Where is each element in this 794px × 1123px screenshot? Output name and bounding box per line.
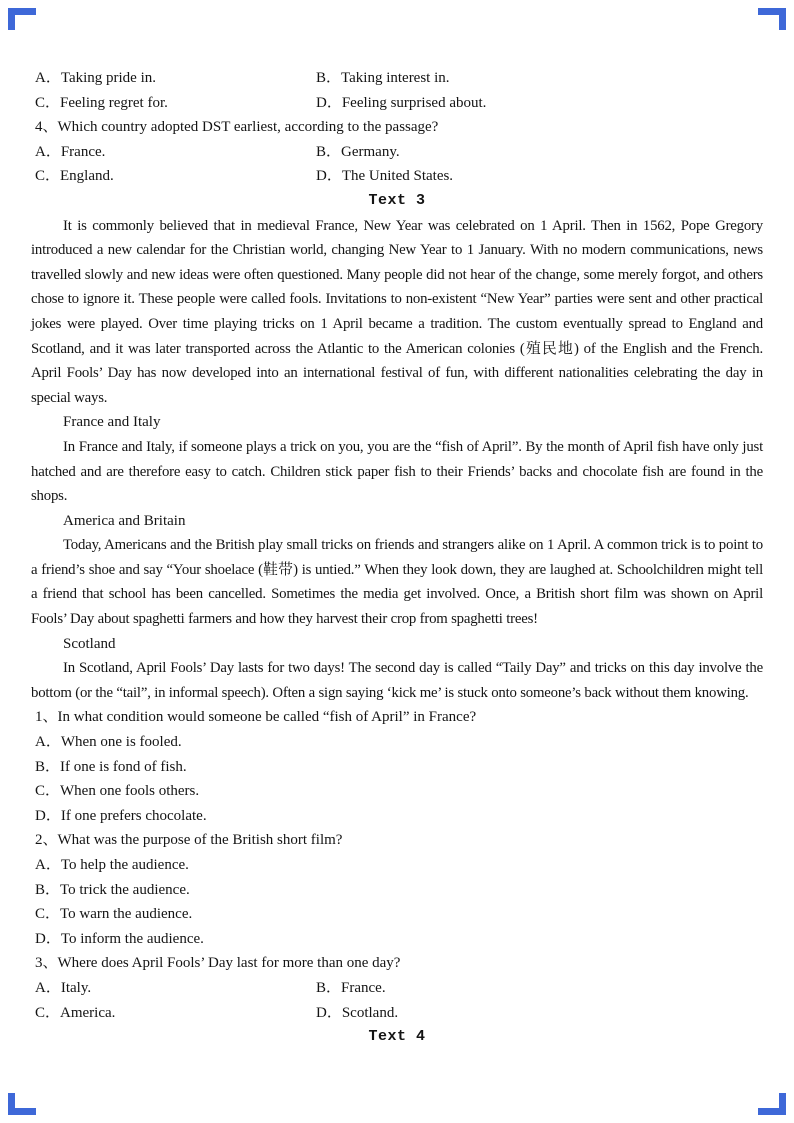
option-d: D．The United States. (316, 168, 454, 185)
section-heading-america-britain: America and Britain (63, 512, 186, 529)
option-c: C．England. (35, 168, 114, 185)
question-4: 4、Which country adopted DST earliest, according to the passage? (35, 119, 439, 136)
corner-mark-top-left-icon (8, 8, 36, 30)
question-3-option-row (31, 976, 763, 1001)
option-a: A．Taking pride in. (35, 70, 157, 86)
question-2-option-b: B．To trick the audience. (35, 881, 190, 898)
option-b: B．Germany. (316, 143, 400, 160)
question-2-option-d: D．To inform the audience. (35, 930, 204, 947)
document-content (31, 66, 763, 1050)
option-a: A．Italy. (35, 979, 92, 996)
question-1: 1、In what condition would someone be called “fish of April” in France? (35, 709, 477, 726)
option-c: C．America. (35, 1004, 116, 1021)
option-b: B．Taking interest in. (316, 70, 450, 86)
question-3-option-row (31, 1001, 763, 1026)
option-c: C．Feeling regret for. (35, 94, 168, 111)
text4-title: Text 4 (368, 1028, 426, 1046)
option-d: D．Feeling surprised about. (316, 94, 487, 111)
question-1-option-c: C．When one fools others. (35, 783, 200, 800)
section-paragraph-america-britain: Today, Americans and the British play small tricks on friends and strangers alike on 1 April. A common trick is to point to a friend’s shoe and say “Your shoelace (鞋带) is untied.” When they look down, they are laughed at. Schoolchildren might tell a friend that school has been cancelled. Sometimes the media get involved. Once, a British short film was shown on April Fools’ Day about spaghetti farmers and how they harvest their crop from spaghetti trees! (31, 537, 763, 628)
option-d: D．Scotland. (316, 1004, 399, 1021)
question-4-option-row (31, 164, 763, 189)
section-heading-scotland: Scotland (63, 635, 116, 652)
question-1-option-a: A．When one is fooled. (35, 734, 182, 751)
corner-mark-bottom-left-icon (8, 1093, 36, 1115)
carryover-option-row (31, 91, 763, 116)
question-4-option-row (31, 140, 763, 165)
corner-mark-bottom-right-icon (758, 1093, 786, 1115)
section-paragraph-scotland: In Scotland, April Fools’ Day lasts for two days! The second day is called “Taily Day” and tricks on this day involve the bottom (or the “tail”, in informal speech). Often a sign saying ‘kick me’ is stuck onto someone’s back without them knowing. (31, 660, 763, 701)
question-2: 2、What was the purpose of the British short film? (35, 832, 343, 849)
corner-mark-top-right-icon (758, 8, 786, 30)
question-2-option-c: C．To warn the audience. (35, 906, 193, 923)
text3-intro-paragraph: It is commonly believed that in medieval France, New Year was celebrated on 1 April. Then in 1562, Pope Gregory introduced a new calendar for the Christian world, changing New Year to 1 January. With no modern communications, news travelled slowly and new ideas were often questioned. Many people did not hear of the change, some merely forgot, and others chose to ignore it. These people were called fools. Invitations to non-existent “New Year” parties were sent and other practical jokes were played. Over time playing tricks on 1 April became a tradition. The custom eventually spread to England and Scotland, and it was later transported across the Atlantic to the American colonies (殖民地) of the English and the French. April Fools’ Day has now developed into an international festival of fun, with different nationalities celebrating the day in special ways. (31, 217, 763, 406)
question-3: 3、Where does April Fools’ Day last for more than one day? (35, 955, 401, 972)
option-b: B．France. (316, 979, 386, 996)
question-1-option-b: B．If one is fond of fish. (35, 758, 187, 775)
section-paragraph-france-italy: In France and Italy, if someone plays a trick on you, you are the “fish of April”. By the month of April fish have only just hatched and are therefore easy to catch. Children stick paper fish to their Friends’ backs and chocolate fish are found in the shops. (31, 438, 763, 505)
section-heading-france-italy: France and Italy (63, 414, 161, 431)
carryover-option-row (31, 66, 763, 91)
question-1-option-d: D．If one prefers chocolate. (35, 807, 207, 824)
text3-title: Text 3 (368, 191, 426, 209)
option-a: A．France. (35, 143, 106, 160)
question-2-option-a: A．To help the audience. (35, 857, 189, 873)
